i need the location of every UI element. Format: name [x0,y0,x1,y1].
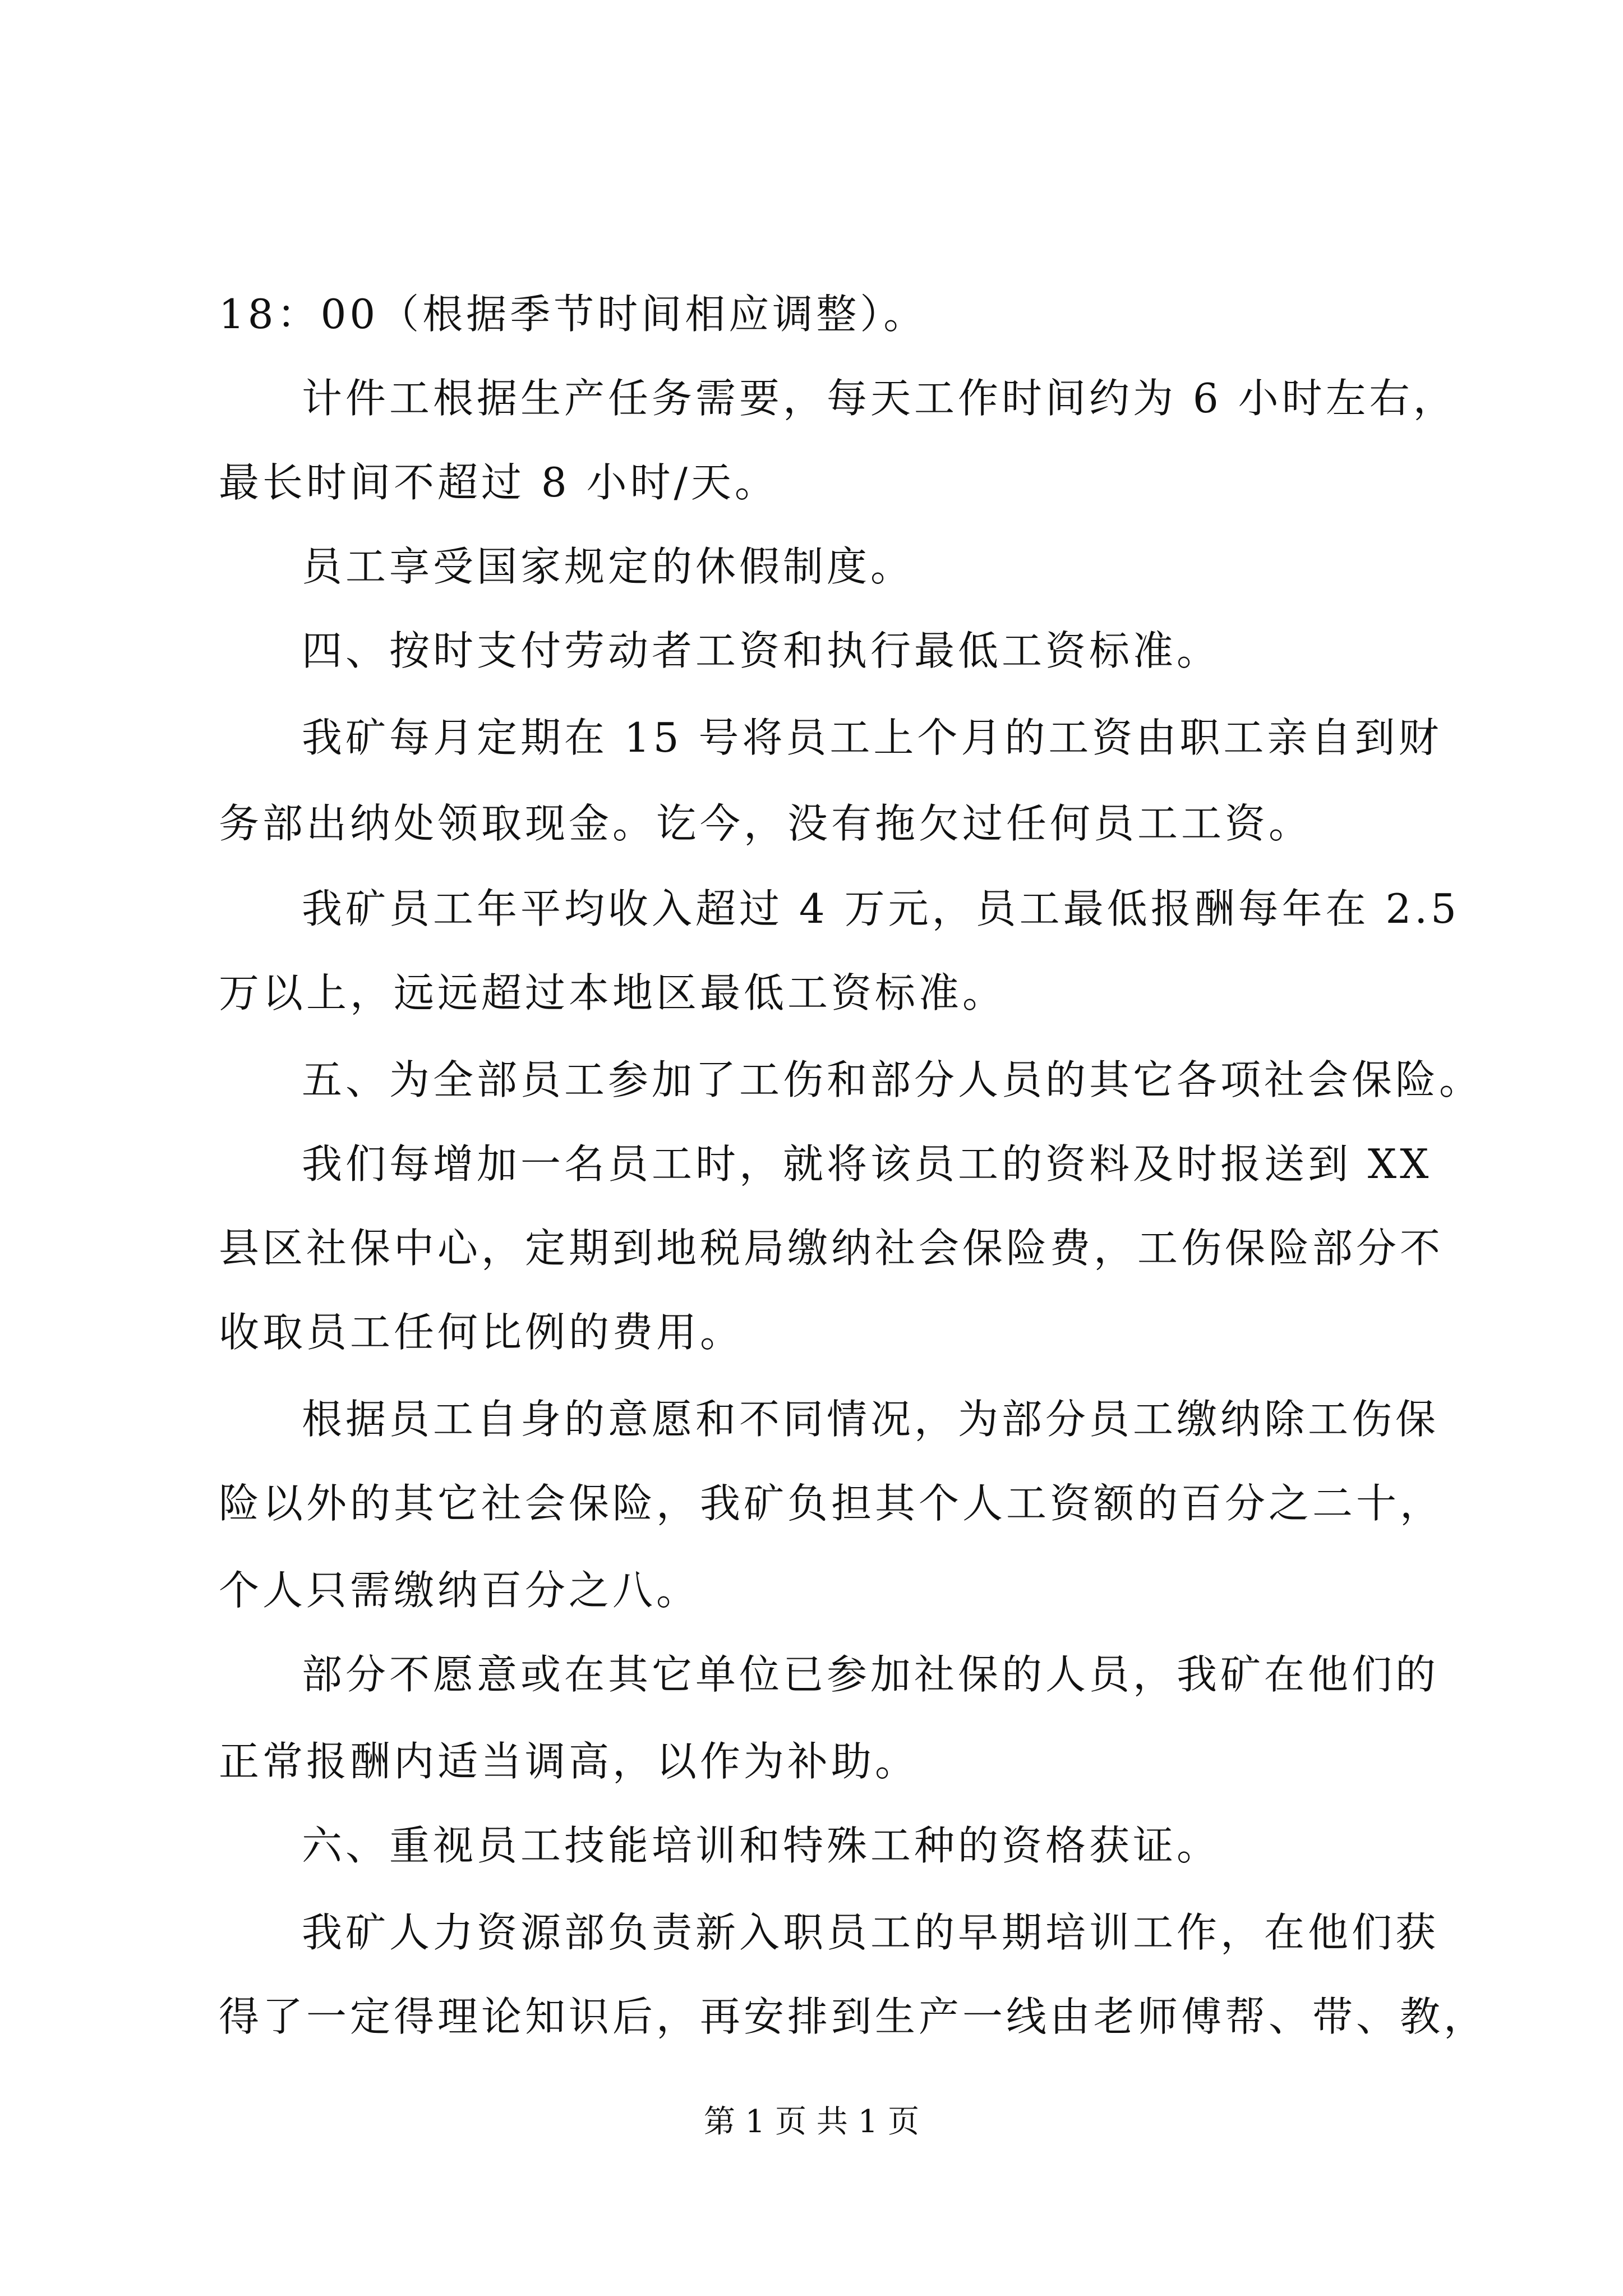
text-line: 最长时间不超过 8 小时/天。 [219,459,778,506]
text-line: 我矿每月定期在 15 号将员工上个月的工资由职工亲自到财 [302,714,1442,761]
section-heading: 四、按时支付劳动者工资和执行最低工资标准。 [302,627,1221,674]
text-line: 计件工根据生产任务需要，每天工作时间约为 6 小时左右， [302,375,1457,422]
text-line: 根据员工自身的意愿和不同情况，为部分员工缴纳除工伤保 [302,1396,1440,1443]
text-line: 险以外的其它社会保险，我矿负担其个人工资额的百分之二十， [219,1480,1444,1527]
text-line: 县区社保中心，定期到地税局缴纳社会保险费，工伤保险部分不 [219,1225,1444,1272]
page-footer: 第 1 页 共 1 页 [703,2104,920,2140]
text-line: 得了一定得理论知识后，再安排到生产一线由老师傅帮、带、教， [219,1993,1488,2040]
text-line: 收取员工任何比例的费用。 [219,1309,744,1356]
text-line: 务部出纳处领取现金。讫今，没有拖欠过任何员工工资。 [219,800,1313,847]
text-line: 万以上，远远超过本地区最低工资标准。 [219,969,1007,1016]
text-line: 部分不愿意或在其它单位已参加社保的人员，我矿在他们的 [302,1651,1440,1698]
section-heading: 五、为全部员工参加了工伤和部分人员的其它各项社会保险。 [302,1056,1483,1103]
text-line: 员工享受国家规定的休假制度。 [302,543,915,590]
text-line: 我矿人力资源部负责新入职员工的早期培训工作，在他们获 [302,1909,1440,1956]
text-line: 个人只需缴纳百分之八。 [219,1567,700,1614]
text-line: 我们每增加一名员工时，就将该员工的资料及时报送到 XX [302,1140,1432,1188]
text-line: 18：00（根据季节时间相应调整）。 [219,291,928,338]
section-heading: 六、重视员工技能培训和特殊工种的资格获证。 [302,1822,1221,1869]
text-line: 我矿员工年平均收入超过 4 万元，员工最低报酬每年在 2.5 [302,885,1460,932]
text-line: 正常报酬内适当调高，以作为补助。 [219,1738,919,1785]
